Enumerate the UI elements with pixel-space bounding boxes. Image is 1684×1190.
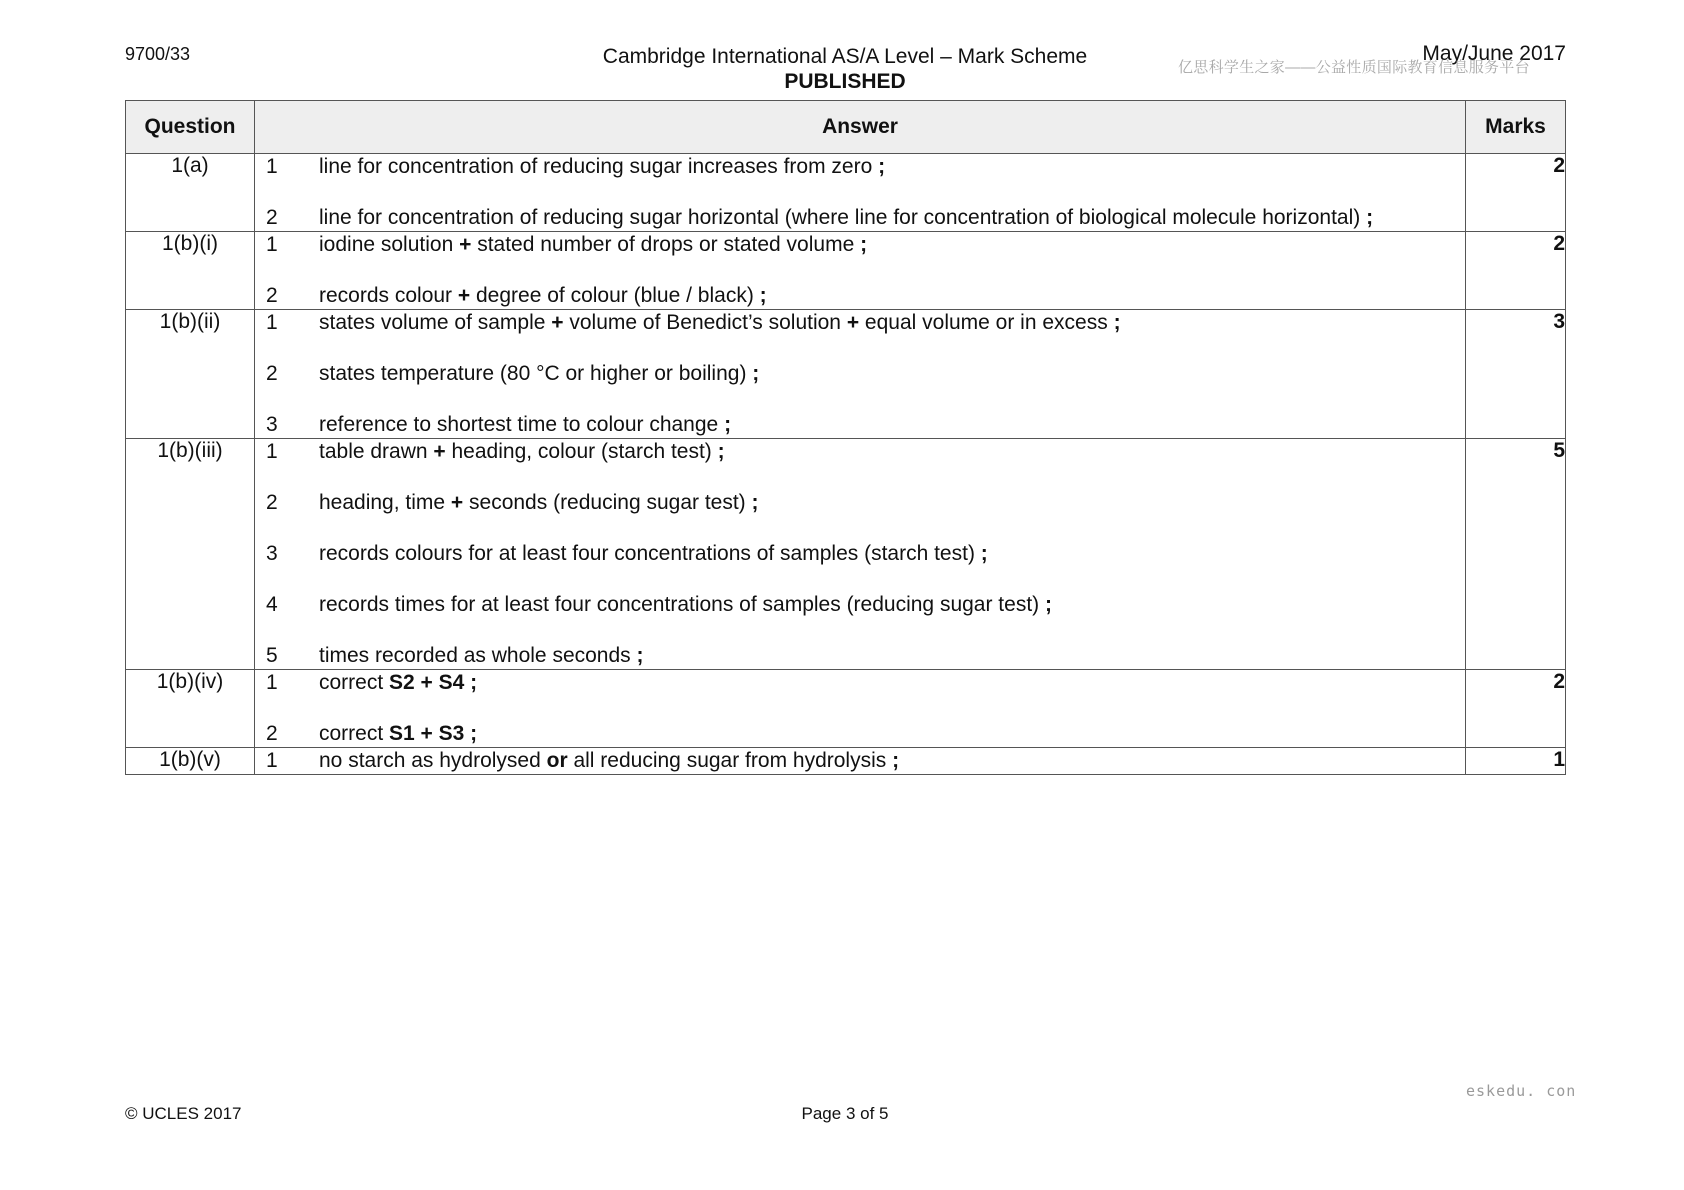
- page-number: Page 3 of 5: [801, 1104, 889, 1123]
- text-run: volume of Benedict’s solution: [563, 311, 847, 334]
- bold-text: S2 + S4: [389, 671, 465, 694]
- question-cell: 1(b)(i): [126, 232, 255, 310]
- table-row: [126, 154, 1566, 232]
- point-number: 1: [266, 749, 278, 772]
- site-watermark: eskedu. con: [1466, 1082, 1577, 1100]
- text-run: correct: [319, 722, 390, 745]
- point-text: [319, 592, 1052, 618]
- point-text: [319, 232, 867, 258]
- table-row: [126, 310, 1566, 439]
- bold-text: +: [459, 233, 472, 256]
- answer-cell: [255, 670, 1466, 748]
- bold-text: ;: [878, 155, 886, 178]
- marks-cell: 3: [1466, 310, 1566, 439]
- answer-cell: [255, 154, 1466, 232]
- bold-text: or: [546, 749, 568, 772]
- text-run: line for concentration of reducing sugar horizontal (where line for concentration of biological molecule horizontal): [319, 206, 1367, 229]
- text-run: heading, time: [319, 491, 451, 514]
- answer-point: [255, 439, 1465, 465]
- bold-text: ;: [752, 362, 760, 385]
- marks-cell: 1: [1466, 748, 1566, 775]
- bold-text: +: [450, 491, 464, 514]
- point-number: 1: [266, 671, 278, 694]
- answer-point: [255, 205, 1465, 231]
- table-row: [126, 670, 1566, 748]
- question-column-header: Question: [126, 101, 255, 154]
- table-row: [126, 232, 1566, 310]
- bold-text: S1 + S3: [389, 722, 465, 745]
- text-run: line for concentration of reducing sugar increases from zero: [319, 155, 879, 178]
- point-text: [319, 748, 899, 774]
- bold-text: +: [433, 440, 446, 463]
- text-run: heading, colour (starch test): [445, 440, 718, 463]
- point-number: 1: [266, 311, 278, 334]
- bold-text: +: [457, 284, 471, 307]
- table-header-row: [126, 101, 1566, 154]
- answer-cell: [255, 748, 1466, 775]
- bold-text: ;: [1113, 311, 1121, 334]
- answer-point: [255, 154, 1465, 180]
- bold-text: ;: [470, 671, 478, 694]
- answer-cell: [255, 439, 1466, 670]
- point-text: [319, 721, 477, 747]
- bold-text: ;: [751, 491, 759, 514]
- answer-point: [255, 412, 1465, 438]
- question-cell: 1(b)(iv): [126, 670, 255, 748]
- answer-point: [255, 721, 1465, 747]
- text-run: all reducing sugar from hydrolysis: [567, 749, 893, 772]
- bold-text: ;: [980, 542, 988, 565]
- table-row: [126, 439, 1566, 670]
- point-text: [319, 439, 725, 465]
- point-text: [319, 670, 477, 696]
- point-number: 3: [266, 542, 278, 565]
- point-text: [319, 283, 767, 309]
- text-run: iodine solution: [319, 233, 460, 256]
- point-number: 2: [266, 284, 278, 307]
- point-number: 1: [266, 155, 278, 178]
- point-number: 1: [266, 233, 278, 256]
- point-text: [319, 412, 731, 438]
- point-text: [319, 310, 1121, 336]
- point-number: 2: [266, 362, 278, 385]
- bold-text: ;: [860, 233, 868, 256]
- point-number: 4: [266, 593, 278, 616]
- text-run: correct: [319, 671, 390, 694]
- text-run: reference to shortest time to colour change: [319, 413, 725, 436]
- point-text: [319, 490, 759, 516]
- answer-point: [255, 490, 1465, 516]
- answer-point: [255, 670, 1465, 696]
- text-run: states temperature (80 °C or higher or boiling): [319, 362, 753, 385]
- answer-point: [255, 283, 1465, 309]
- answer-point: [255, 748, 1465, 774]
- bold-text: ;: [636, 644, 644, 667]
- question-cell: 1(b)(v): [126, 748, 255, 775]
- table-row: [126, 748, 1566, 775]
- text-run: seconds (reducing sugar test): [463, 491, 752, 514]
- table-body: [126, 154, 1566, 775]
- question-cell: 1(b)(iii): [126, 439, 255, 670]
- question-cell: 1(a): [126, 154, 255, 232]
- answer-point: [255, 643, 1465, 669]
- text-run: stated number of drops or stated volume: [471, 233, 861, 256]
- answer-point: [255, 232, 1465, 258]
- answer-point: [255, 541, 1465, 567]
- answer-point: [255, 361, 1465, 387]
- mark-scheme-table: [125, 100, 1566, 775]
- bold-text: +: [846, 311, 860, 334]
- point-number: 5: [266, 644, 278, 667]
- point-text: [319, 361, 759, 387]
- marks-cell: 2: [1466, 670, 1566, 748]
- text-run: records colour: [319, 284, 458, 307]
- point-text: [319, 154, 885, 180]
- copyright: © UCLES 2017: [125, 1104, 242, 1123]
- marks-cell: 2: [1466, 154, 1566, 232]
- exam-session: May/June 2017: [1422, 42, 1566, 65]
- text-run: times recorded as whole seconds: [319, 644, 637, 667]
- text-run: equal volume or in excess: [859, 311, 1114, 334]
- bold-text: ;: [1366, 206, 1374, 229]
- bold-text: +: [551, 311, 564, 334]
- answer-point: [255, 592, 1465, 618]
- published-label: PUBLISHED: [784, 70, 906, 93]
- bold-text: ;: [759, 284, 767, 307]
- title-text: Cambridge International AS/A Level – Mark Scheme: [602, 45, 1088, 68]
- answer-column-header: Answer: [255, 101, 1466, 154]
- bold-text: ;: [717, 440, 725, 463]
- question-cell: 1(b)(ii): [126, 310, 255, 439]
- text-run: states volume of sample: [319, 311, 552, 334]
- marks-cell: 5: [1466, 439, 1566, 670]
- bold-text: ;: [1045, 593, 1052, 616]
- bold-text: ;: [470, 722, 478, 745]
- point-number: 2: [266, 206, 278, 229]
- point-number: 2: [266, 722, 278, 745]
- marks-cell: 2: [1466, 232, 1566, 310]
- point-number: 2: [266, 491, 278, 514]
- marks-column-header: Marks: [1466, 101, 1566, 154]
- point-text: [319, 643, 644, 669]
- point-text: [319, 205, 1373, 231]
- bold-text: ;: [724, 413, 732, 436]
- text-run: degree of colour (blue / black): [470, 284, 760, 307]
- text-run: records times for at least four concentrations of samples (reducing sugar test): [319, 593, 1045, 616]
- paper-code: 9700/33: [125, 44, 191, 64]
- point-text: [319, 541, 988, 567]
- answer-point: [255, 310, 1465, 336]
- text-run: records colours for at least four concentrations of samples (starch test): [319, 542, 981, 565]
- watermark-text: 亿思科学生之家——公益性质国际教育信息服务平台: [1178, 59, 1530, 76]
- point-number: 1: [266, 440, 278, 463]
- text-run: no starch as hydrolysed: [319, 749, 547, 772]
- answer-cell: [255, 310, 1466, 439]
- text-run: table drawn: [319, 440, 434, 463]
- bold-text: ;: [892, 749, 900, 772]
- point-number: 3: [266, 413, 278, 436]
- answer-cell: [255, 232, 1466, 310]
